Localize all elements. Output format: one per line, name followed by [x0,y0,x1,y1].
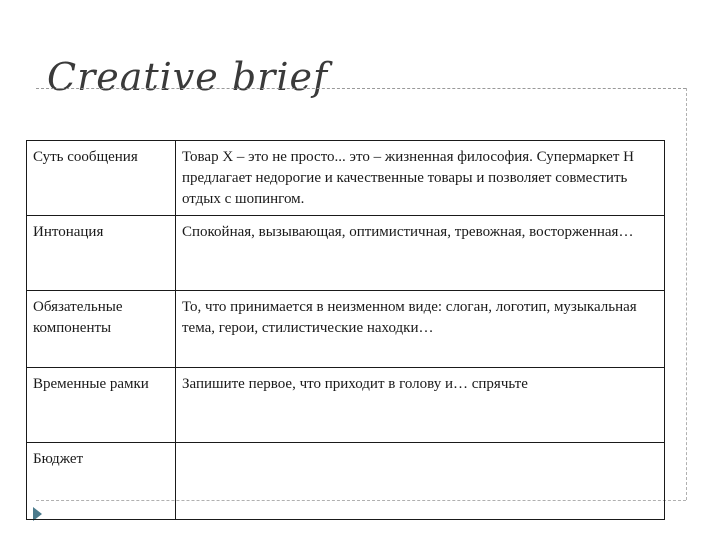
creative-brief-table [26,140,665,520]
row-value: То, что принимается в неизменном виде: слоган, логотип, музыкальная тема, герои, стилистические находки… [176,291,665,368]
row-label: Бюджет [27,443,176,520]
table-row [27,141,665,216]
row-label: Интонация [27,216,176,291]
row-value [176,443,665,520]
table-row [27,291,665,368]
table-row [27,216,665,291]
row-label: Обязательные компоненты [27,291,176,368]
title-divider [36,88,686,89]
table-row [27,368,665,443]
row-value: Запишите первое, что приходит в голову и… спрячьте [176,368,665,443]
slide-title: Creative brief [47,55,329,99]
row-label: Суть сообщения [27,141,176,216]
right-divider [686,88,687,500]
row-label: Временные рамки [27,368,176,443]
table-row [27,443,665,520]
row-value: Товар Х – это не просто... это – жизненная философия. Супермаркет Н предлагает недорогие и качественные товары и позволяет совместить отдых с шопингом. [176,141,665,216]
row-value: Спокойная, вызывающая, оптимистичная, тревожная, восторженная… [176,216,665,291]
